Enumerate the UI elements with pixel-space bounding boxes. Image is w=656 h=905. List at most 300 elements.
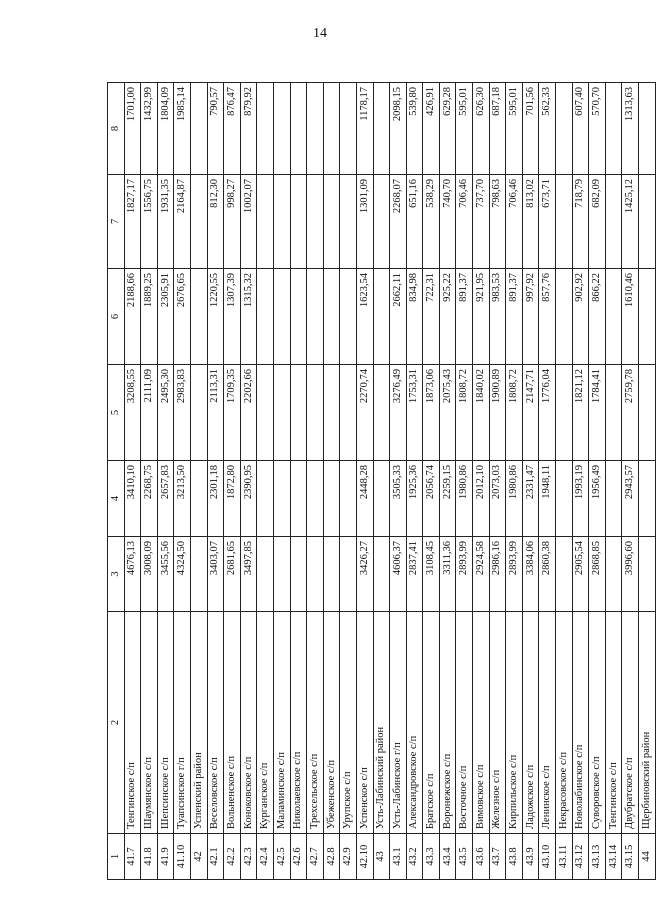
value-cell: 2986,16 [489,537,506,612]
table-body [108,83,656,880]
table-row [356,83,373,880]
municipality-name-cell: Усть-Лабинское г/п [390,612,407,834]
table-row [257,83,274,880]
municipality-name-cell: Вимовское с/п [473,612,490,834]
value-cell: 2448,28 [356,461,373,537]
value-cell: 4606,37 [390,537,407,612]
value-cell [307,461,324,537]
value-cell: 1307,39 [224,269,241,365]
row-code-cell: 43.4 [439,834,456,880]
value-cell [273,365,290,461]
value-cell: 2759,78 [622,365,639,461]
table-row [473,83,490,880]
value-cell: 1993,19 [572,461,589,537]
value-cell: 1873,06 [423,365,440,461]
value-cell: 8 [108,83,125,175]
value-cell [190,269,207,365]
row-code-cell: 41.10 [174,834,191,880]
row-code-cell: 42 [190,834,207,880]
row-code-cell: 43.15 [622,834,639,880]
municipality-name-cell: Щербиновский район [639,612,656,834]
table-row [456,83,473,880]
municipality-name-cell: Тенгинское с/п [124,612,141,834]
value-cell: 1002,07 [240,175,257,269]
value-cell [273,537,290,612]
row-code-cell: 43.5 [456,834,473,880]
value-cell: 3455,56 [157,537,174,612]
value-cell [373,461,390,537]
table-row [589,83,606,880]
municipality-name-cell: Шепсинское с/п [157,612,174,834]
value-cell: 1425,12 [622,175,639,269]
value-cell: 1925,36 [406,461,423,537]
value-cell: 1821,12 [572,365,589,461]
value-cell: 2164,87 [174,175,191,269]
value-cell [307,365,324,461]
row-code-cell: 43.7 [489,834,506,880]
value-cell: 2983,83 [174,365,191,461]
table-row [572,83,589,880]
row-code-cell: 43.9 [522,834,539,880]
value-cell [190,537,207,612]
table-header-row [108,83,125,880]
value-cell: 2662,11 [390,269,407,365]
value-cell: 3403,07 [207,537,224,612]
table-row [506,83,523,880]
value-cell [307,83,324,175]
value-cell: 2301,18 [207,461,224,537]
value-cell: 2893,99 [456,537,473,612]
row-code-cell: 43.14 [605,834,622,880]
value-cell: 891,37 [506,269,523,365]
value-cell: 1313,63 [622,83,639,175]
value-cell: 651,16 [406,175,423,269]
value-cell: 2268,75 [141,461,158,537]
value-cell: 2657,83 [157,461,174,537]
row-code-cell: 43.3 [423,834,440,880]
value-cell: 2331,47 [522,461,539,537]
municipality-name-cell: Братское с/п [423,612,440,834]
value-cell [323,537,340,612]
value-cell: 3208,55 [124,365,141,461]
value-cell [556,83,573,175]
value-cell [273,269,290,365]
value-cell [290,365,307,461]
table-row [224,83,241,880]
value-cell [307,269,324,365]
value-cell [340,461,357,537]
value-cell: 5 [108,365,125,461]
row-code-cell: 43.12 [572,834,589,880]
row-code-cell: 41.7 [124,834,141,880]
value-cell: 834,98 [406,269,423,365]
value-cell: 1980,86 [456,461,473,537]
municipality-name-cell: Ленинское с/п [539,612,556,834]
value-cell: 1900,89 [489,365,506,461]
value-cell [307,537,324,612]
value-cell: 718,79 [572,175,589,269]
value-cell: 3497,85 [240,537,257,612]
value-cell [307,175,324,269]
value-cell: 812,30 [207,175,224,269]
municipality-name-cell: Усть-Лабинский район [373,612,390,834]
value-cell [273,83,290,175]
value-cell: 1315,32 [240,269,257,365]
row-code-cell: 44 [639,834,656,880]
value-cell: 2113,31 [207,365,224,461]
municipality-name-cell: Шаумянское с/п [141,612,158,834]
value-cell: 538,29 [423,175,440,269]
value-cell [323,365,340,461]
row-code-cell: 42.5 [273,834,290,880]
value-cell [290,269,307,365]
value-cell: 722,31 [423,269,440,365]
table-row [290,83,307,880]
municipality-name-cell: Новолабинское с/п [572,612,589,834]
table-row [605,83,622,880]
municipality-name-cell: Убеженское с/п [323,612,340,834]
value-cell: 798,63 [489,175,506,269]
value-cell: 595,01 [456,83,473,175]
row-code-cell: 43.8 [506,834,523,880]
value-cell [323,269,340,365]
table-row [307,83,324,880]
municipality-name-cell: Ладожское с/п [522,612,539,834]
municipality-name-cell: Железное с/п [489,612,506,834]
municipality-name-cell: Александровское с/п [406,612,423,834]
value-cell: 607,40 [572,83,589,175]
value-cell: 2943,57 [622,461,639,537]
value-cell [273,175,290,269]
value-cell [605,537,622,612]
value-cell [373,175,390,269]
value-cell: 1178,17 [356,83,373,175]
value-cell: 2012,10 [473,461,490,537]
table-row [622,83,639,880]
value-cell: 3213,50 [174,461,191,537]
tariff-table [107,82,656,880]
row-code-cell: 41.9 [157,834,174,880]
value-cell [639,175,656,269]
row-code-cell: 41.8 [141,834,158,880]
table-row [639,83,656,880]
value-cell: 1776,04 [539,365,556,461]
page-number: 14 [313,26,327,41]
rotated-table-container [107,83,652,880]
value-cell: 7 [108,175,125,269]
value-cell: 626,30 [473,83,490,175]
value-cell: 2073,03 [489,461,506,537]
value-cell: 3311,36 [439,537,456,612]
row-code-cell: 43.1 [390,834,407,880]
row-code-cell: 42.6 [290,834,307,880]
value-cell [605,175,622,269]
value-cell: 706,46 [506,175,523,269]
value-cell [605,269,622,365]
value-cell [639,83,656,175]
value-cell: 3384,06 [522,537,539,612]
value-cell [556,537,573,612]
value-cell: 813,02 [522,175,539,269]
municipality-name-cell: Успенский район [190,612,207,834]
table-row [207,83,224,880]
value-cell [190,175,207,269]
value-cell: 4676,13 [124,537,141,612]
value-cell [373,537,390,612]
table-row [489,83,506,880]
table-row [141,83,158,880]
municipality-name-cell: Туапсинское г/п [174,612,191,834]
row-code-cell: 43 [373,834,390,880]
value-cell: 6 [108,269,125,365]
value-cell [556,269,573,365]
value-cell [257,461,274,537]
table-row [406,83,423,880]
row-code-cell: 42.2 [224,834,241,880]
value-cell [257,537,274,612]
value-cell: 1827,17 [124,175,141,269]
municipality-name-cell: Воронежское с/п [439,612,456,834]
value-cell [373,269,390,365]
value-cell [340,365,357,461]
value-cell: 1840,02 [473,365,490,461]
value-cell: 2259,15 [439,461,456,537]
row-code-cell: 43.11 [556,834,573,880]
value-cell: 2056,74 [423,461,440,537]
value-cell: 2147,71 [522,365,539,461]
value-cell: 740,70 [439,175,456,269]
municipality-name-cell: Вольненское с/п [224,612,241,834]
table-row [190,83,207,880]
value-cell [290,461,307,537]
table-row [373,83,390,880]
table-row [323,83,340,880]
value-cell: 983,53 [489,269,506,365]
value-cell [273,461,290,537]
row-code-cell: 42.3 [240,834,257,880]
value-cell: 1556,75 [141,175,158,269]
value-cell [556,175,573,269]
value-cell: 2868,85 [589,537,606,612]
value-cell: 1610,46 [622,269,639,365]
value-cell [639,365,656,461]
value-cell: 539,80 [406,83,423,175]
municipality-name-cell: Суворовское с/п [589,612,606,834]
value-cell: 737,70 [473,175,490,269]
value-cell: 1808,72 [506,365,523,461]
value-cell: 2202,66 [240,365,257,461]
value-cell [257,83,274,175]
value-cell: 4324,50 [174,537,191,612]
row-code-cell: 43.13 [589,834,606,880]
value-cell [257,269,274,365]
value-cell: 790,57 [207,83,224,175]
value-cell: 876,47 [224,83,241,175]
value-cell [605,83,622,175]
value-cell: 2270,74 [356,365,373,461]
value-cell: 1784,41 [589,365,606,461]
value-cell [323,83,340,175]
value-cell: 701,56 [522,83,539,175]
row-code-cell: 43.2 [406,834,423,880]
value-cell: 4 [108,461,125,537]
value-cell: 1948,11 [539,461,556,537]
value-cell: 2111,09 [141,365,158,461]
value-cell: 682,09 [589,175,606,269]
row-code-cell: 43.6 [473,834,490,880]
value-cell: 1980,86 [506,461,523,537]
value-cell: 2268,07 [390,175,407,269]
value-cell: 673,71 [539,175,556,269]
value-cell: 1432,99 [141,83,158,175]
value-cell [556,461,573,537]
municipality-name-cell: Двубратское с/п [622,612,639,834]
value-cell [639,537,656,612]
value-cell: 2924,58 [473,537,490,612]
value-cell [190,365,207,461]
row-code-cell: 42.7 [307,834,324,880]
value-cell: 925,22 [439,269,456,365]
value-cell [639,269,656,365]
value-cell [340,83,357,175]
value-cell: 879,92 [240,83,257,175]
table-row [157,83,174,880]
value-cell: 2893,99 [506,537,523,612]
value-cell [190,83,207,175]
value-cell: 902,92 [572,269,589,365]
value-cell [373,83,390,175]
value-cell: 629,28 [439,83,456,175]
row-code-cell: 1 [108,834,125,880]
table-row [539,83,556,880]
municipality-name-cell: Успенское с/п [356,612,373,834]
value-cell: 857,76 [539,269,556,365]
row-code-cell: 42.9 [340,834,357,880]
value-cell [605,365,622,461]
value-cell: 687,18 [489,83,506,175]
value-cell [290,175,307,269]
value-cell: 2305,91 [157,269,174,365]
value-cell [556,365,573,461]
row-code-cell: 42.1 [207,834,224,880]
value-cell [323,461,340,537]
value-cell [340,175,357,269]
row-code-cell: 43.10 [539,834,556,880]
value-cell: 1872,80 [224,461,241,537]
value-cell: 2860,38 [539,537,556,612]
table-row [340,83,357,880]
value-cell: 998,27 [224,175,241,269]
value-cell: 1804,09 [157,83,174,175]
value-cell: 2098,15 [390,83,407,175]
value-cell: 1301,09 [356,175,373,269]
municipality-name-cell: Кирпильское с/п [506,612,523,834]
value-cell: 2837,41 [406,537,423,612]
value-cell: 570,70 [589,83,606,175]
value-cell: 3008,09 [141,537,158,612]
municipality-name-cell: Трехсельское с/п [307,612,324,834]
value-cell: 562,33 [539,83,556,175]
value-cell: 426,91 [423,83,440,175]
value-cell: 3276,49 [390,365,407,461]
municipality-name-cell: Николаевское с/п [290,612,307,834]
value-cell: 997,92 [522,269,539,365]
value-cell: 1701,00 [124,83,141,175]
row-code-cell: 42.8 [323,834,340,880]
municipality-name-cell: Тенгинское с/п [605,612,622,834]
value-cell: 921,95 [473,269,490,365]
value-cell: 1220,55 [207,269,224,365]
value-cell [340,537,357,612]
value-cell: 3 [108,537,125,612]
value-cell: 3410,10 [124,461,141,537]
value-cell [290,537,307,612]
value-cell [340,269,357,365]
value-cell [639,461,656,537]
value-cell: 3505,33 [390,461,407,537]
value-cell: 1623,54 [356,269,373,365]
value-cell: 2188,66 [124,269,141,365]
value-cell [257,175,274,269]
value-cell: 2905,54 [572,537,589,612]
value-cell: 1956,49 [589,461,606,537]
value-cell: 3996,60 [622,537,639,612]
value-cell [190,461,207,537]
value-cell [605,461,622,537]
municipality-name-cell: Маламинское с/п [273,612,290,834]
value-cell: 2676,65 [174,269,191,365]
table-row [556,83,573,880]
table-row [439,83,456,880]
value-cell: 706,46 [456,175,473,269]
value-cell: 1808,72 [456,365,473,461]
value-cell [373,365,390,461]
municipality-name-cell: Курганское с/п [257,612,274,834]
municipality-name-cell: Восточное с/п [456,612,473,834]
value-cell: 891,37 [456,269,473,365]
value-cell [257,365,274,461]
value-cell: 3108,45 [423,537,440,612]
table-row [390,83,407,880]
value-cell: 595,01 [506,83,523,175]
municipality-name-cell: Веселовское с/п [207,612,224,834]
table-row [522,83,539,880]
value-cell: 1753,31 [406,365,423,461]
municipality-name-cell: Урупское с/п [340,612,357,834]
table-row [124,83,141,880]
municipality-name-cell: Коноковское с/п [240,612,257,834]
value-cell: 1931,35 [157,175,174,269]
value-cell: 1985,14 [174,83,191,175]
row-code-cell: 42.4 [257,834,274,880]
value-cell: 866,22 [589,269,606,365]
table-row [273,83,290,880]
municipality-name-cell: 2 [108,612,125,834]
table-row [240,83,257,880]
value-cell: 1889,25 [141,269,158,365]
table-row [423,83,440,880]
municipality-name-cell: Некрасовское с/п [556,612,573,834]
value-cell: 2390,95 [240,461,257,537]
value-cell: 2495,30 [157,365,174,461]
value-cell: 2075,43 [439,365,456,461]
value-cell: 3426,27 [356,537,373,612]
value-cell [290,83,307,175]
value-cell: 2681,65 [224,537,241,612]
value-cell [323,175,340,269]
table-row [174,83,191,880]
row-code-cell: 42.10 [356,834,373,880]
